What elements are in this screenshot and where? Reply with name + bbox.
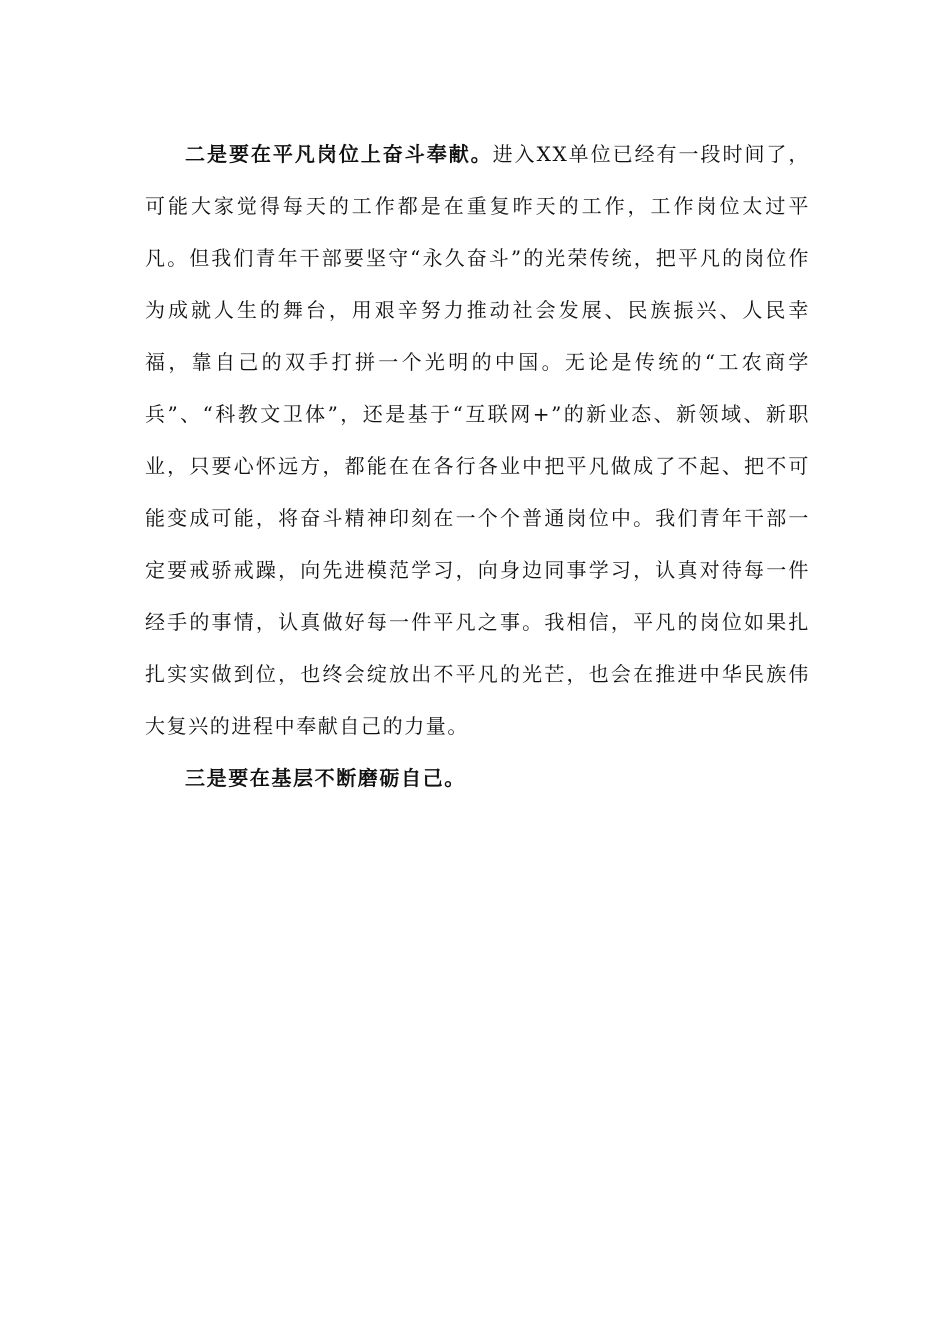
paragraph-2-text: 进入XX单位已经有一段时间了，可能大家觉得每天的工作都是在重复昨天的工作，工作岗位太过平凡。但我们青年干部要坚守“永久奋斗”的光荣传统，把平凡的岗位作为成就人生的舞台，用艰辛努力推动社会发展、民族振兴、人民幸福，靠自己的双手打拼一个光明的中国。无论是传统的“工农商学兵”、“科教文卫体”，还是基于“互联网+”的新业态、新领域、新职业，只要心怀远方，都能在在各行各业中把平凡做成了不起、把不可能变成可能，将奋斗精神印刻在一个个普通岗位中。我们青年干部一定要戒骄戒躁，向先进模范学习，向身边同事学习，认真对待每一件经手的事情，认真做好每一件平凡之事。我相信，平凡的岗位如果扎扎实实做到位，也终会绽放出不平凡的光芒，也会在推进中华民族伟大复兴的进程中奉献自己的力量。: [145, 142, 810, 738]
document-body: [145, 128, 810, 804]
paragraph-3: [145, 752, 810, 804]
paragraph-2-heading: 二是要在平凡岗位上奋斗奉献。: [185, 142, 493, 166]
paragraph-3-heading: 三是要在基层不断磨砺自己。: [185, 766, 466, 790]
paragraph-2: [145, 128, 810, 752]
